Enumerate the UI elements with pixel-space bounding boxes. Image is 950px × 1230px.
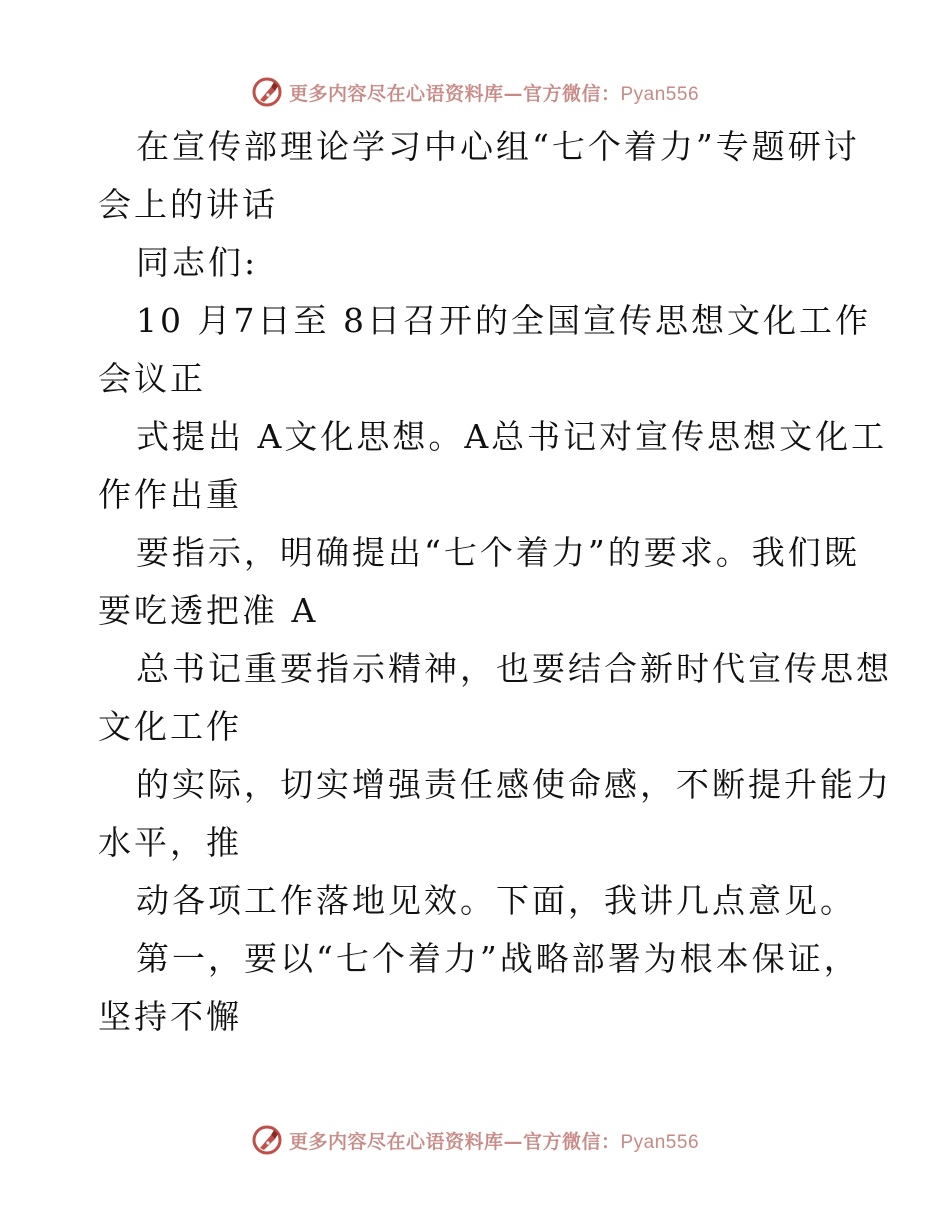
paragraph-line: 文化工作 bbox=[98, 707, 242, 746]
paragraph-line: 会议正 bbox=[98, 359, 206, 398]
paragraph-line: 水平，推 bbox=[98, 823, 242, 862]
watermark-text: 更多内容尽在心语资料库—官方微信：Pyan556 bbox=[288, 1130, 700, 1153]
footer-watermark bbox=[0, 1120, 950, 1160]
paragraph-line: 10 月7日至 8日召开的全国宣传思想文化工作 bbox=[136, 301, 871, 340]
pen-nib-circle-icon bbox=[251, 76, 283, 108]
paragraph-line: 第一，要以“七个着力”战略部署为根本保证， bbox=[136, 939, 860, 978]
title-line-2: 会上的讲话 bbox=[98, 185, 278, 224]
pen-nib-circle-icon bbox=[251, 1124, 283, 1156]
watermark-text: 更多内容尽在心语资料库—官方微信：Pyan556 bbox=[288, 82, 700, 105]
paragraph-line: 式提出 A文化思想。A总书记对宣传思想文化工 bbox=[136, 417, 888, 456]
paragraph-line: 作作出重 bbox=[98, 475, 242, 514]
document-body bbox=[98, 118, 892, 1046]
salutation: 同志们: bbox=[136, 243, 259, 282]
paragraph-line: 要指示，明确提出“七个着力”的要求。我们既 bbox=[136, 533, 860, 572]
header-watermark bbox=[0, 72, 950, 112]
paragraph-line: 动各项工作落地见效。下面，我讲几点意见。 bbox=[136, 881, 856, 920]
paragraph-line: 总书记重要指示精神，也要结合新时代宣传思想 bbox=[136, 649, 892, 688]
paragraph-line: 要吃透把准 A bbox=[98, 591, 319, 630]
paragraph-line: 的实际，切实增强责任感使命感，不断提升能力 bbox=[136, 765, 892, 804]
title-line-1: 在宣传部理论学习中心组“七个着力”专题研讨 bbox=[136, 127, 860, 166]
paragraph-line: 坚持不懈 bbox=[98, 997, 242, 1036]
